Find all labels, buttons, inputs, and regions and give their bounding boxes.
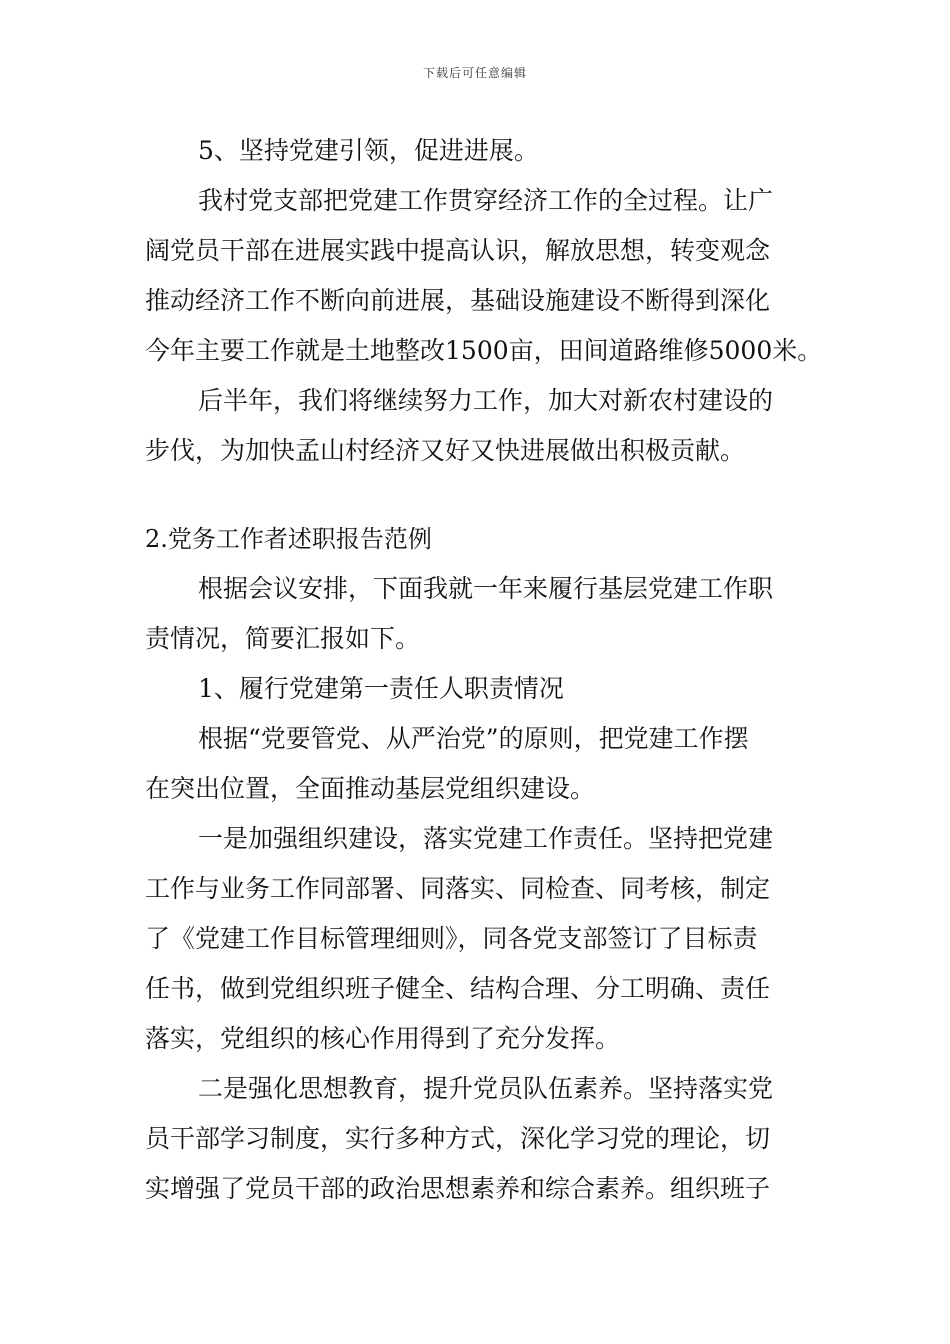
page-header: 下载后可任意编辑 [422, 66, 527, 80]
paragraph-line: 后半年，我们将继续努力工作，加大对新农村建设的 [198, 386, 774, 415]
paragraph-line: 根据会议安排，下面我就一年来履行基层党建工作职 [198, 574, 774, 603]
paragraph-line: 我村党支部把党建工作贯穿经济工作的全过程。让广 [198, 186, 774, 215]
paragraph-line: 推动经济工作不断向前进展，基础设施建设不断得到深化 [145, 286, 771, 315]
paragraph-line: 实增强了党员干部的政治思想素养和综合素养。组织班子 [145, 1174, 771, 1203]
paragraph-line: 责情况，简要汇报如下。 [145, 624, 421, 653]
section-spacer [145, 476, 815, 514]
paragraph-line: 步伐，为加快孟山村经济又好又快进展做出积极贡献。 [145, 436, 746, 465]
list-heading: 5、坚持党建引领，促进进展。 [198, 136, 539, 165]
paragraph-line: 今年主要工作就是土地整改1500亩，田间道路维修5000米。 [145, 336, 823, 365]
document-body [145, 126, 823, 1214]
paragraph-line: 任书，做到党组织班子健全、结构合理、分工明确、责任 [145, 974, 771, 1003]
paragraph-line: 工作与业务工作同部署、同落实、同检查、同考核，制定 [145, 874, 771, 903]
section-village-summary [145, 126, 823, 476]
paragraph-line: 员干部学习制度，实行多种方式，深化学习党的理论，切 [145, 1124, 771, 1153]
paragraph-line: 二是强化思想教育，提升党员队伍素养。坚持落实党 [198, 1074, 774, 1103]
section-title: 2.党务工作者述职报告范例 [145, 525, 432, 553]
paragraph-line: 在突出位置，全面推动基层党组织建设。 [145, 774, 596, 803]
paragraph-line: 阔党员干部在进展实践中提高认识，解放思想，转变观念 [145, 236, 771, 265]
paragraph-line: 一是加强组织建设，落实党建工作责任。坚持把党建 [198, 824, 774, 853]
paragraph-line: 了《党建工作目标管理细则》，同各党支部签订了目标责 [145, 924, 758, 953]
paragraph-line: 根据“党要管党、从严治党”的原则，把党建工作摆 [198, 724, 749, 753]
paragraph-line: 落实，党组织的核心作用得到了充分发挥。 [145, 1024, 621, 1053]
section-report-example [145, 514, 815, 1214]
list-heading: 1、履行党建第一责任人职责情况 [198, 674, 564, 703]
